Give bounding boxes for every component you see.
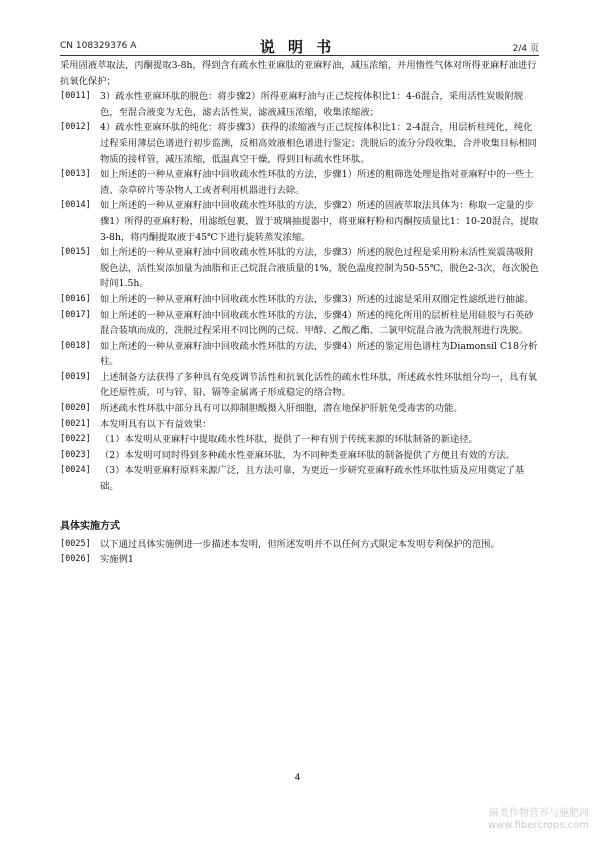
paragraph-number: [0022] [60,434,91,445]
watermark-url: www.fibercrops.com [487,820,589,831]
paragraph [60,463,539,494]
section-title: 具体实施方式 [60,520,120,532]
paragraph-number: [0026] [60,554,91,565]
paragraph [60,167,539,198]
paragraph-number: [0011] [60,91,91,102]
paragraph-number: [0020] [60,403,91,414]
paragraph-text: 上述制备方法获得了多种具有免疫调节活性和抗氧化活性的疏水性环肽，所述疏水性环肽组分均一，具有氧化还原性质，可与锌、铅、镉等金属离子形成稳定的络合物。 [100,371,537,399]
paragraph-number: [0023] [60,449,91,460]
paragraph [60,245,539,292]
paragraph [60,58,539,89]
paragraph-number: [0013] [60,169,91,180]
paragraph-number: [0015] [60,247,91,258]
document-title: 说 明 书 [259,38,336,56]
paragraph [60,370,539,401]
paragraph-text: 如上所述的一种从亚麻籽油中回收疏水性环肽的方法，步骤2）所述的固液萃取法具体为：称取一定量的步骤1）所得的亚麻籽粉，用滤纸包裹，置于玻璃抽提器中，将亚麻籽粉和丙酮按质量比1：10-20混合，提取3-8h，将丙酮提取液于45℃下进行旋转蒸发浓缩。 [100,200,539,243]
paragraph [60,432,539,448]
paragraph-text: 采用固液萃取法，丙酮提取3-8h，得到含有疏水性亚麻肽的亚麻籽油，减压浓缩，并用惰性气体对所得亚麻籽油进行抗氧化保护； [60,60,537,87]
paragraph-text: 如上所述的一种从亚麻籽油中回收疏水性环肽的方法，步骤3）所述的脱色过程是采用粉末活性炭震荡吸附脱色法，活性炭添加量为油脂和正己烷混合液质量的1%，脱色温度控制为50-55℃，脱色2-3次，每次脱色时间1.5h。 [100,247,539,290]
paragraph-text: 4）疏水性亚麻环肽的纯化：将步骤3）获得的浓缩液与正己烷按体积比1：2-4混合，用层析柱纯化，纯化过程采用薄层色谱进行初步监测，反相高效液相色谱进行鉴定；洗脱后的流分分段收集，合并收集目标相同物质的接样管，减压浓缩，低温真空干燥，得到目标疏水性环肽。 [100,122,537,165]
paragraph-text: （3）本发明亚麻籽原料来源广泛，且方法可靠，为更近一步研究亚麻籽疏水性环肽性质及应用奠定了基础。 [100,465,525,493]
paragraph [60,552,539,568]
paragraph-number: [0025] [60,538,91,549]
paragraph [60,537,539,553]
paragraph [60,89,539,120]
paragraph-text: 本发明具有以下有益效果： [100,418,212,430]
paragraph-number: [0012] [60,122,91,133]
paragraph-number: [0024] [60,465,91,476]
paragraph-text: 所述疏水性环肽中部分具有可以抑制胆酸摄入肝细胞，潜在地保护肝脏免受毒害的功能。 [100,403,463,415]
body-text [60,58,539,568]
paragraph [60,308,539,339]
paragraph-number: [0019] [60,371,91,382]
paragraph [60,292,539,308]
watermark [488,808,589,832]
paragraph [60,120,539,167]
page-indicator: 2/4 页 [512,44,539,54]
paragraph-text: 3）疏水性亚麻环肽的脱色：将步骤2）所得亚麻籽油与正己烷按体积比1：4-6混合，采用活性炭吸附脱色，至混合液变为无色，滤去活性炭，滤液减压浓缩，收集浓缩液； [100,91,524,118]
paragraph [60,417,539,433]
paragraph [60,448,539,464]
paragraph-list [60,58,539,495]
paragraph-text: 如上所述的一种从亚麻籽油中回收疏水性环肽的方法，步骤3）所述的过滤是采用双圈定性滤纸进行抽滤。 [100,293,534,305]
paragraph-text: 如上所述的一种从亚麻籽油中回收疏水性环肽的方法，步骤1）所述的粗筛选处理是指对亚麻籽中的一些土渣、杂草碎片等杂物人工或者利用机器进行去除。 [100,169,534,196]
header-divider [60,55,539,56]
paragraph-number: [0014] [60,200,91,211]
paragraph-text: （1）本发明从亚麻籽中提取疏水性环肽，提供了一种有别于传统来源的环肽制备的新途径。 [100,434,478,446]
paragraph-text: 以下通过具体实施例进一步描述本发明，但所述发明并不以任何方式限定本发明专利保护的范围。 [100,538,500,550]
paragraph [60,339,539,370]
paragraph-number: [0017] [60,309,91,320]
paragraph-number: [0016] [60,293,91,304]
paragraph-number: [0021] [60,418,91,429]
page-number: 4 [294,773,301,783]
patent-number: CN 108329376 A [60,41,137,51]
paragraph [60,198,539,245]
paragraph-text: （2）本发明可同时得到多种疏水性亚麻环肽，为不同种类亚麻环肽的制备提供了方便且有效的方法。 [100,449,515,461]
paragraph-list-after [60,537,539,568]
paragraph-text: 实施例1 [100,554,134,566]
paragraph-number: [0018] [60,340,91,351]
paragraph-text: 如上所述的一种从亚麻籽油中回收疏水性环肽的方法，步骤4）所述的鉴定用色谱柱为Diamonsil C18分析柱。 [100,340,538,368]
watermark-name: 麻类作物营养与施肥网 [489,808,589,819]
paragraph-text: 如上所述的一种从亚麻籽油中回收疏水性环肽的方法，步骤4）所述的纯化所用的层析柱是用硅胶与石英砂混合装填而成的，洗脱过程采用不同比例的己烷、甲醇、乙酸乙酯、二氯甲烷混合液为洗脱剂进行洗脱。 [100,309,534,337]
paragraph [60,401,539,417]
